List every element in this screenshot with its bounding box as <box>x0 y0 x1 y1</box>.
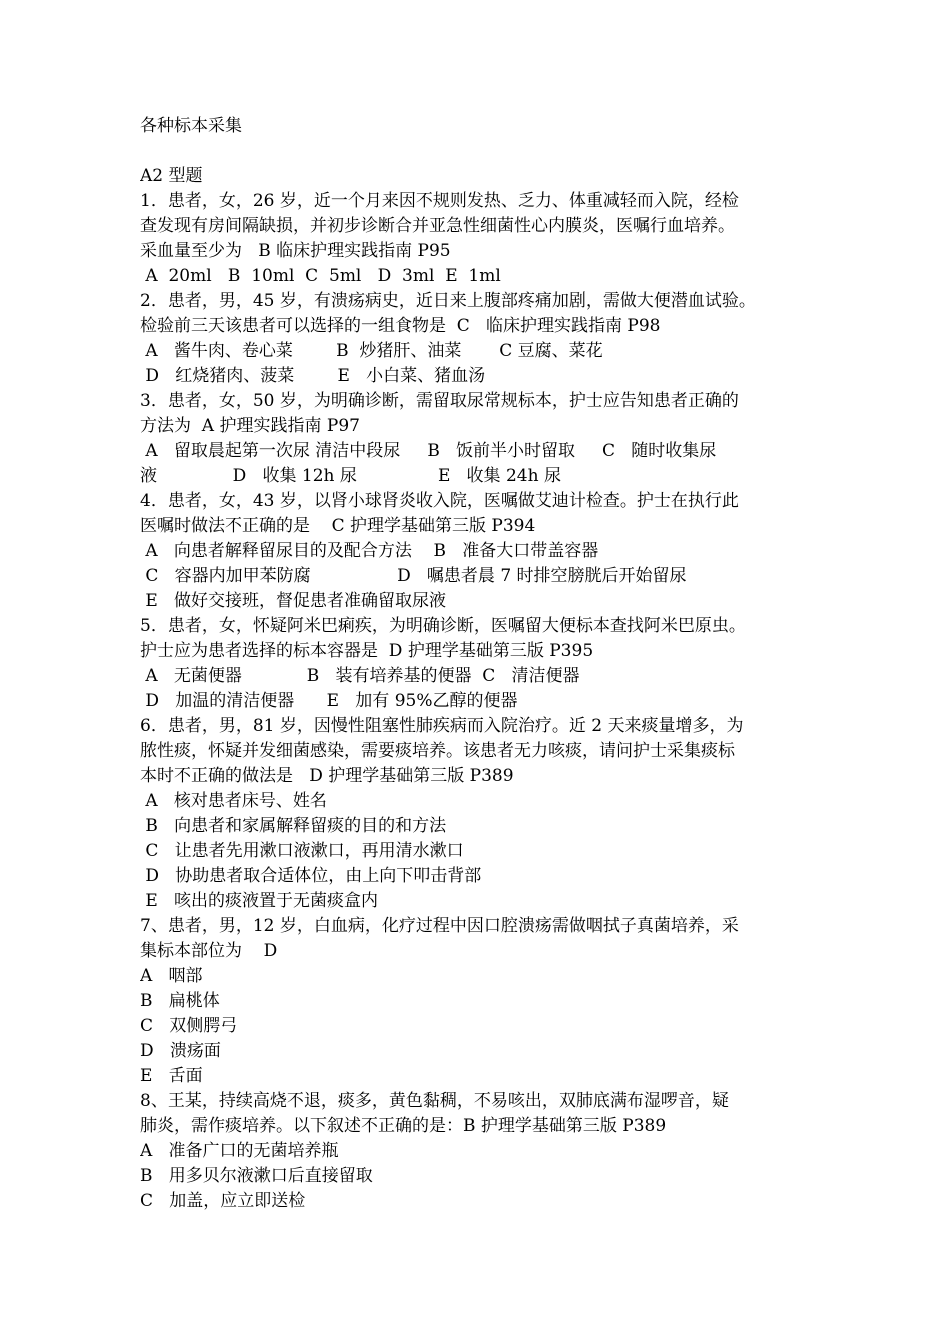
text-line: 检验前三天该患者可以选择的一组食物是 C 临床护理实践指南 P98 <box>140 316 661 336</box>
text-line: 1．患者，女，26 岁，近一个月来因不规则发热、乏力、体重减轻而入院，经检 <box>140 191 739 211</box>
text-line: B 扁桃体 <box>140 991 220 1011</box>
text-line: C 加盖，应立即送检 <box>140 1191 306 1211</box>
text-line: 护士应为患者选择的标本容器是 D 护理学基础第三版 P395 <box>140 641 594 661</box>
text-line: A 向患者解释留尿目的及配合方法 B 准备大口带盖容器 <box>140 541 599 561</box>
text-line: A 留取晨起第一次尿 清洁中段尿 B 饭前半小时留取 C 随时收集尿 <box>140 441 717 461</box>
text-line: 液 D 收集 12h 尿 E 收集 24h 尿 <box>140 466 561 486</box>
text-line: 3．患者，女，50 岁，为明确诊断，需留取尿常规标本，护士应告知患者正确的 <box>140 391 739 411</box>
text-line: 医嘱时做法不正确的是 C 护理学基础第三版 P394 <box>140 516 536 536</box>
text-line: 采血量至少为 B 临床护理实践指南 P95 <box>140 241 451 261</box>
text-line: B 用多贝尔液漱口后直接留取 <box>140 1166 373 1186</box>
text-line: A 咽部 <box>140 966 203 986</box>
text-line: 8、王某，持续高烧不退，痰多，黄色黏稠，不易咳出，双肺底满布湿啰音，疑 <box>140 1091 729 1111</box>
text-line: A 酱牛肉、卷心菜 B 炒猪肝、油菜 C 豆腐、菜花 <box>140 341 603 361</box>
text-line: 肺炎，需作痰培养。以下叙述不正确的是：B 护理学基础第三版 P389 <box>140 1116 667 1136</box>
text-line: 方法为 A 护理实践指南 P97 <box>140 416 360 436</box>
text-line: E 做好交接班，督促患者准确留取尿液 <box>140 591 447 611</box>
text-line: 6．患者，男，81 岁，因慢性阻塞性肺疾病而入院治疗。近 2 天来痰量增多，为 <box>140 716 744 736</box>
text-line: D 红烧猪肉、菠菜 E 小白菜、猪血汤 <box>140 366 486 386</box>
text-line: A 无菌便器 B 装有培养基的便器 C 清洁便器 <box>140 666 580 686</box>
text-line: 4．患者，女，43 岁，以肾小球肾炎收入院，医嘱做艾迪计检查。护士在执行此 <box>140 491 739 511</box>
text-line: B 向患者和家属解释留痰的目的和方法 <box>140 816 447 836</box>
text-line: C 让患者先用漱口液漱口，再用清水漱口 <box>140 841 464 861</box>
text-line: 5．患者，女，怀疑阿米巴痢疾，为明确诊断，医嘱留大便标本查找阿米巴原虫。 <box>140 616 746 636</box>
text-line: E 咳出的痰液置于无菌痰盒内 <box>140 891 379 911</box>
text-line: 脓性痰，怀疑并发细菌感染，需要痰培养。该患者无力咳痰，请问护士采集痰标 <box>140 741 735 761</box>
text-line: D 加温的清洁便器 E 加有 95%乙醇的便器 <box>140 691 518 711</box>
document-title: 各种标本采集 <box>140 116 242 136</box>
text-line: 7、患者，男，12 岁，白血病，化疗过程中因口腔溃疡需做咽拭子真菌培养，采 <box>140 916 739 936</box>
text-line: D 协助患者取合适体位，由上向下叩击背部 <box>140 866 482 886</box>
text-line: A 核对患者床号、姓名 <box>140 791 327 811</box>
text-line: 本时不正确的做法是 D 护理学基础第三版 P389 <box>140 766 514 786</box>
text-line: E 舌面 <box>140 1066 203 1086</box>
text-line: A 20ml B 10ml C 5ml D 3ml E 1ml <box>140 266 501 286</box>
text-line: 2．患者，男，45 岁，有溃疡病史，近日来上腹部疼痛加剧，需做大便潜血试验。 <box>140 291 756 311</box>
section-heading: A2 型题 <box>140 166 203 186</box>
text-line: A 准备广口的无菌培养瓶 <box>140 1141 339 1161</box>
text-line: 集标本部位为 D <box>140 941 278 961</box>
text-line: C 容器内加甲苯防腐 D 嘱患者晨 7 时排空膀胱后开始留尿 <box>140 566 687 586</box>
text-line: C 双侧腭弓 <box>140 1016 238 1036</box>
text-line: 查发现有房间隔缺损，并初步诊断合并亚急性细菌性心内膜炎，医嘱行血培养。 <box>140 216 735 236</box>
text-line: D 溃疡面 <box>140 1041 221 1061</box>
